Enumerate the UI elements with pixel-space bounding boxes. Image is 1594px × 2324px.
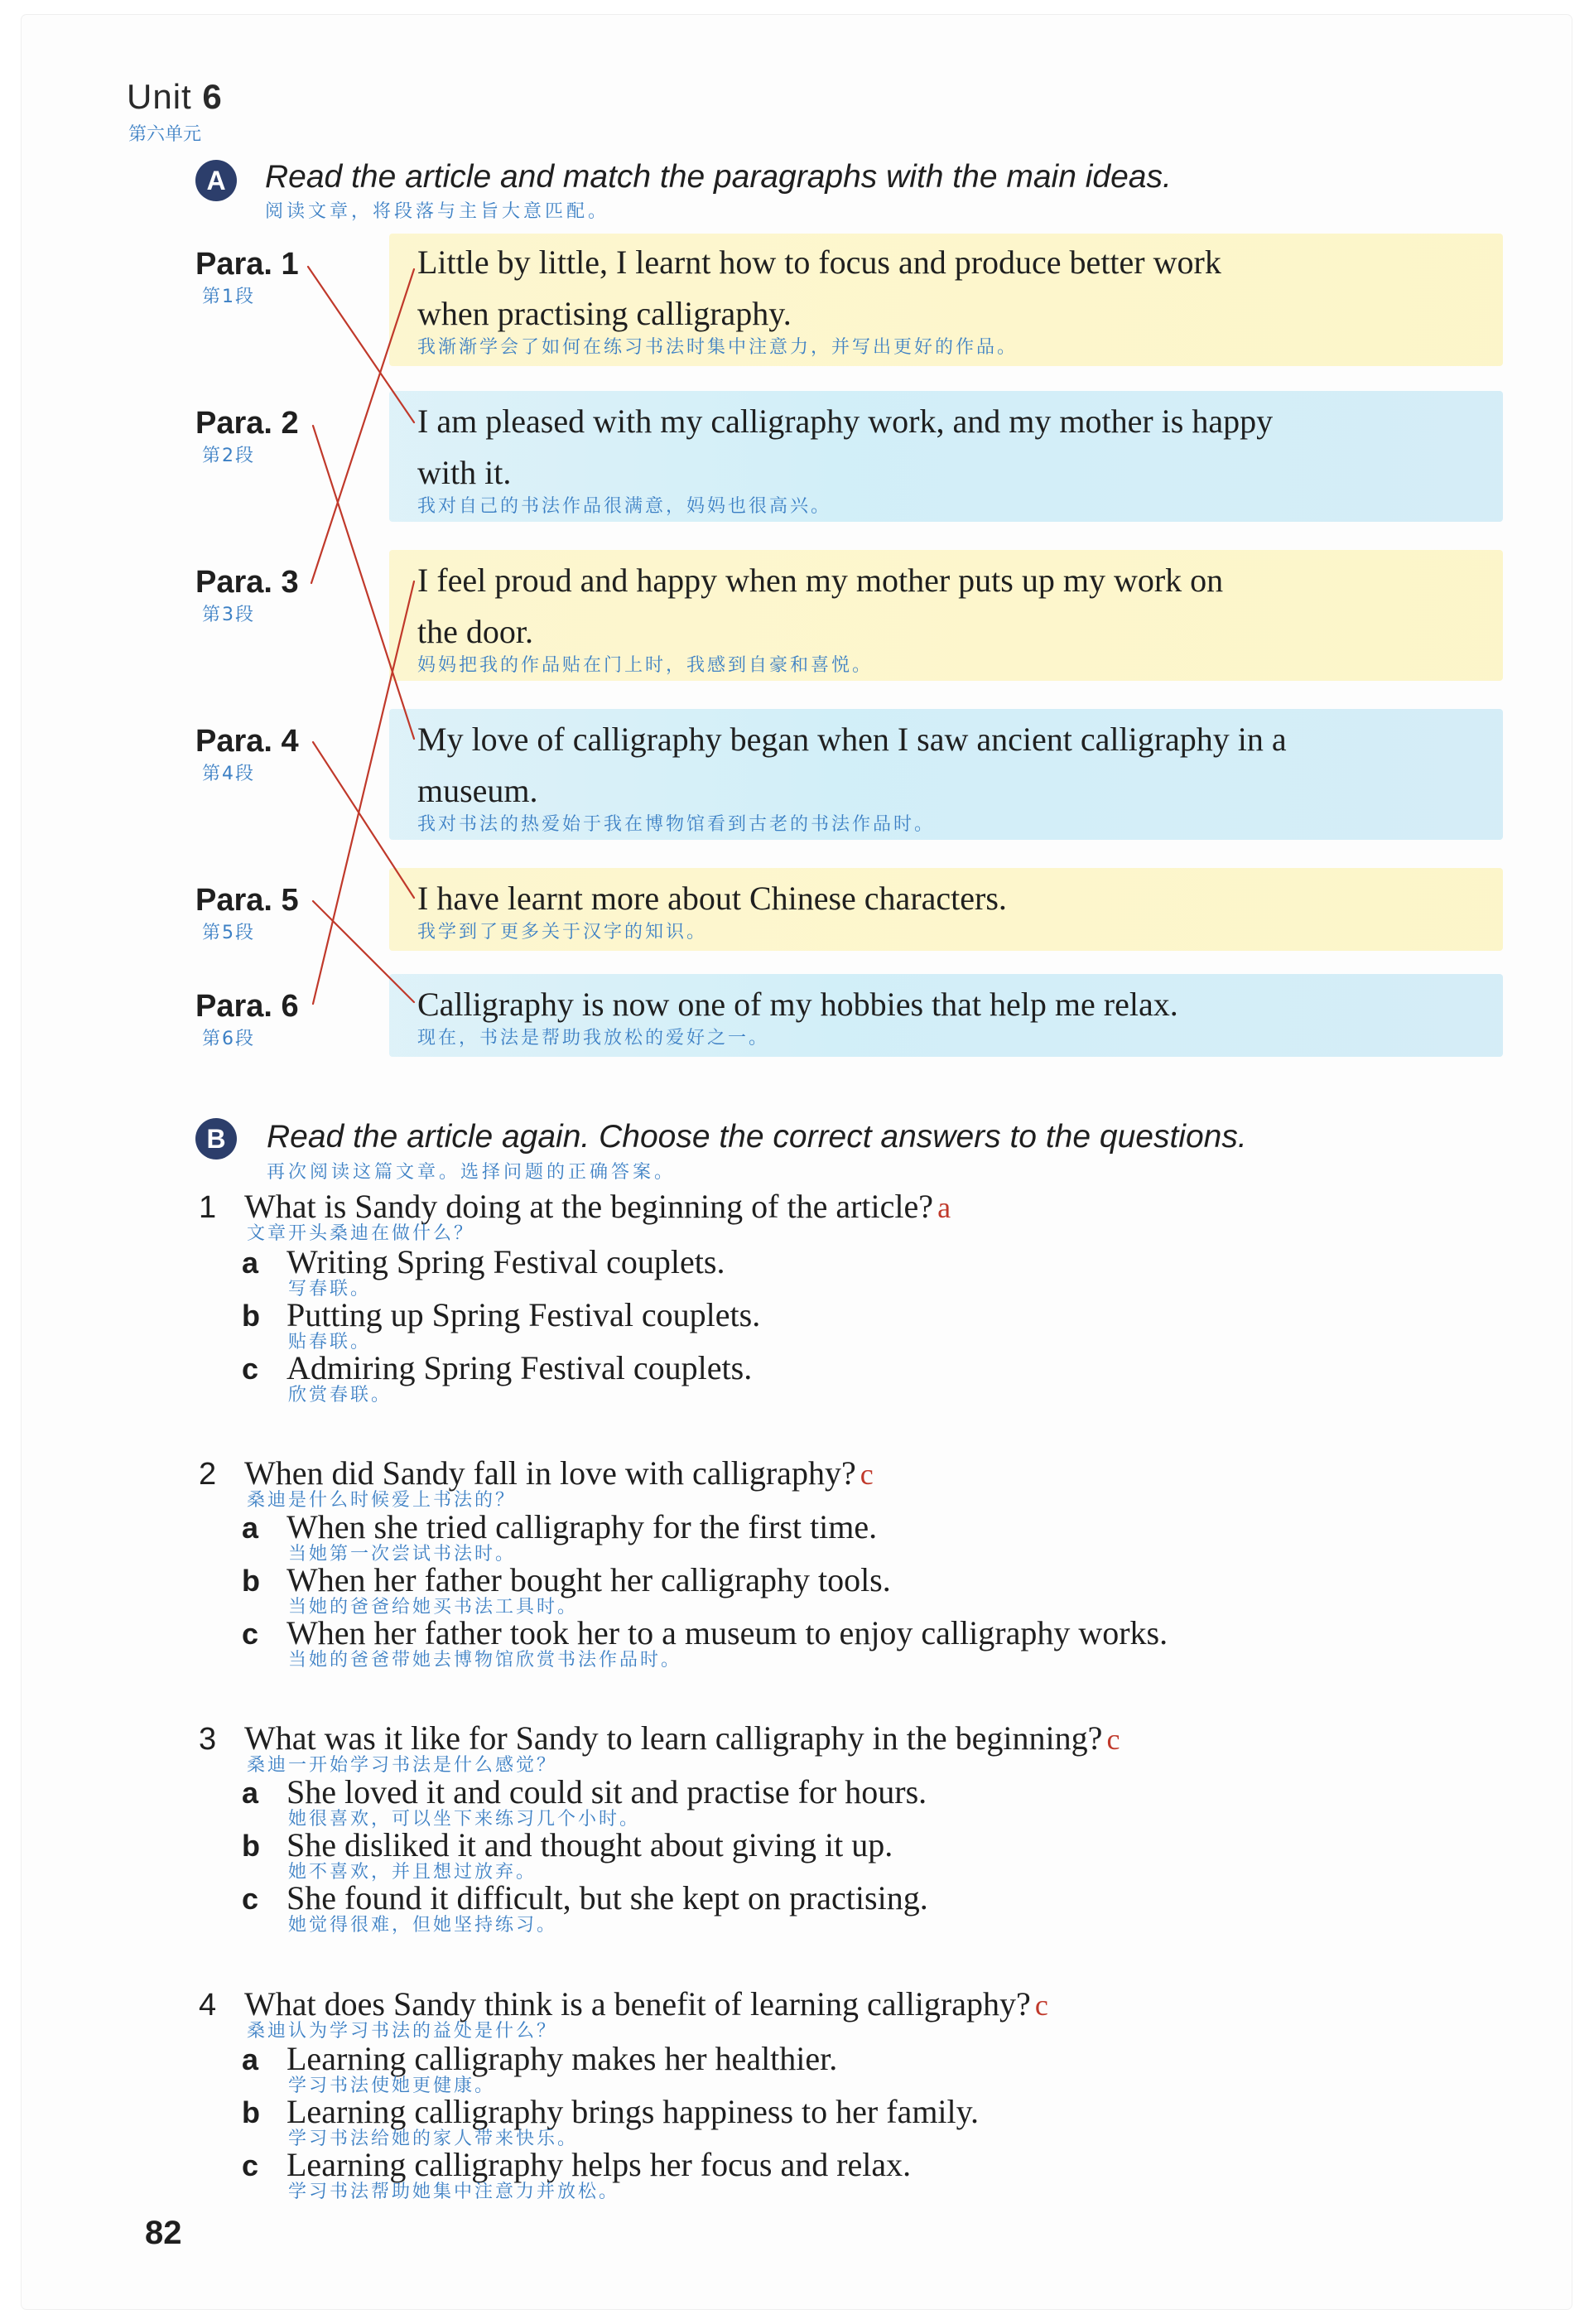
option-3c <box>242 1878 928 1936</box>
option-cn: 她觉得很难，但她坚持练习。 <box>288 1915 558 1936</box>
option-text: When she tried calligraphy for the first time. <box>287 1508 878 1545</box>
question-number: 4 <box>199 1988 217 2023</box>
option-letter: a <box>242 1511 259 1545</box>
option-3a <box>242 1772 927 1830</box>
para-label-cn: 第2段 <box>202 446 255 466</box>
question-number: 1 <box>199 1190 217 1225</box>
match-line-para-6-to-idea-3 <box>313 581 414 1004</box>
main-idea-cn: 妈妈把我的作品贴在门上时，我感到自豪和喜悦。 <box>417 655 874 676</box>
option-cn: 学习书法给她的家人带来快乐。 <box>288 2129 579 2149</box>
main-idea-cn: 我学到了更多关于汉字的知识。 <box>417 922 708 943</box>
question-cn: 桑迪是什么时候爱上书法的？ <box>247 1490 517 1511</box>
main-idea-cn: 我对书法的热爱始于我在博物馆看到古老的书法作品时。 <box>417 814 936 835</box>
option-2b <box>242 1560 891 1618</box>
option-letter: b <box>242 1299 260 1333</box>
option-cn: 学习书法帮助她集中注意力并放松。 <box>288 2182 620 2202</box>
option-4a <box>242 2039 837 2097</box>
main-idea-text-line-1: I have learnt more about Chinese characters. <box>417 880 1007 917</box>
para-label-cn: 第6段 <box>202 1029 255 1049</box>
unit-chinese-title: 第六单元 <box>128 124 202 145</box>
option-letter: b <box>242 2095 260 2129</box>
match-line-para-2-to-idea-4 <box>313 426 414 739</box>
question-text: When did Sandy fall in love with calligraphy? <box>244 1454 856 1492</box>
option-4c <box>242 2145 911 2203</box>
match-line-para-4-to-idea-5 <box>313 742 414 898</box>
option-letter: a <box>242 1246 259 1280</box>
option-cn: 欣赏春联。 <box>288 1385 392 1405</box>
option-1a <box>242 1242 725 1300</box>
para-label: Para. 1 <box>195 247 299 282</box>
section-a-instruction-cn: 阅读文章，将段落与主旨大意匹配。 <box>265 201 610 222</box>
para-label: Para. 6 <box>195 989 299 1024</box>
para-label-cn: 第1段 <box>202 287 255 307</box>
option-2a <box>242 1507 877 1565</box>
main-idea-text-line-1: My love of calligraphy began when I saw ancient calligraphy in a <box>417 721 1287 758</box>
main-idea-cn: 我渐渐学会了如何在练习书法时集中注意力，并写出更好的作品。 <box>417 337 1019 358</box>
option-text: When her father bought her calligraphy tools. <box>287 1561 891 1598</box>
para-label: Para. 4 <box>195 724 299 759</box>
para-label-cn: 第4段 <box>202 764 255 784</box>
main-idea-text-line-2: when practising calligraphy. <box>417 295 792 332</box>
option-text: Admiring Spring Festival couplets. <box>287 1349 753 1386</box>
main-idea-text-line-1: Calligraphy is now one of my hobbies that help me relax. <box>417 986 1178 1023</box>
question-text: What is Sandy doing at the beginning of the article? <box>244 1188 933 1225</box>
option-cn: 写春联。 <box>288 1279 372 1299</box>
question-2 <box>199 1454 874 1512</box>
option-letter: b <box>242 1829 260 1863</box>
option-text: Putting up Spring Festival couplets. <box>287 1296 761 1333</box>
option-cn: 贴春联。 <box>288 1332 372 1352</box>
question-cn: 桑迪认为学习书法的益处是什么？ <box>247 2021 558 2042</box>
option-letter: c <box>242 1882 259 1916</box>
main-idea-text-line-1: I am pleased with my calligraphy work, and my mother is happy <box>417 403 1274 440</box>
option-cn: 她不喜欢，并且想过放弃。 <box>288 1862 537 1883</box>
unit-number: 6 <box>202 77 223 116</box>
option-text: Learning calligraphy brings happiness to her family. <box>287 2093 980 2130</box>
option-1c <box>242 1348 752 1406</box>
unit-prefix: Unit <box>127 77 192 116</box>
match-line-para-3-to-idea-1 <box>311 269 414 583</box>
section-b-instruction: Read the article again. Choose the correct answers to the questions. <box>267 1119 1247 1155</box>
section-a-badge: A <box>195 160 237 201</box>
question-4 <box>199 1984 1048 2042</box>
option-text: Learning calligraphy helps her focus and relax. <box>287 2146 912 2183</box>
section-b-badge: B <box>195 1118 237 1160</box>
handwritten-answer: c <box>1106 1723 1120 1756</box>
para-label: Para. 5 <box>195 883 299 918</box>
option-2c <box>242 1613 1168 1671</box>
main-idea-cn: 现在，书法是帮助我放松的爱好之一。 <box>417 1028 770 1049</box>
main-idea-cn: 我对自己的书法作品很满意，妈妈也很高兴。 <box>417 496 832 517</box>
option-cn: 当她的爸爸带她去博物馆欣赏书法作品时。 <box>288 1650 682 1671</box>
option-text: Writing Spring Festival couplets. <box>287 1243 725 1280</box>
option-letter: b <box>242 1564 260 1598</box>
main-idea-text-line-1: Little by little, I learnt how to focus and produce better work <box>417 243 1221 281</box>
main-idea-text-line-2: with it. <box>417 454 512 491</box>
para-label-cn: 第3段 <box>202 605 255 625</box>
question-text: What does Sandy think is a benefit of learning calligraphy? <box>244 1985 1031 2023</box>
question-number: 3 <box>199 1722 217 1757</box>
option-text: Learning calligraphy makes her healthier. <box>287 2040 838 2077</box>
para-label-cn: 第5段 <box>202 923 255 943</box>
question-text: What was it like for Sandy to learn calligraphy in the beginning? <box>244 1719 1103 1757</box>
handwritten-answer: c <box>860 1458 874 1491</box>
question-number: 2 <box>199 1457 217 1492</box>
para-label: Para. 3 <box>195 565 299 600</box>
page-number: 82 <box>145 2215 182 2251</box>
handwritten-answer: c <box>1034 1989 1048 2022</box>
question-cn: 桑迪一开始学习书法是什么感觉？ <box>247 1755 558 1776</box>
question-3 <box>199 1719 1120 1777</box>
option-text: She found it difficult, but she kept on practising. <box>287 1879 928 1917</box>
option-letter: a <box>242 2042 259 2076</box>
option-cn: 她很喜欢，可以坐下来练习几个小时。 <box>288 1809 641 1830</box>
match-line-para-5-to-idea-6 <box>313 901 414 1002</box>
option-text: She disliked it and thought about giving it up. <box>287 1826 893 1864</box>
handwritten-answer: a <box>937 1191 951 1224</box>
main-idea-text-line-1: I feel proud and happy when my mother puts up my work on <box>417 562 1224 599</box>
option-cn: 当她的爸爸给她买书法工具时。 <box>288 1597 579 1618</box>
option-letter: c <box>242 2148 259 2182</box>
main-idea-text-line-2: museum. <box>417 772 538 809</box>
section-a-instruction: Read the article and match the paragraphs with the main ideas. <box>265 159 1172 195</box>
main-idea-text-line-2: the door. <box>417 613 533 650</box>
option-1b <box>242 1295 760 1353</box>
option-text: When her father took her to a museum to enjoy calligraphy works. <box>287 1614 1168 1651</box>
option-letter: a <box>242 1776 259 1810</box>
question-1 <box>199 1187 951 1245</box>
option-cn: 学习书法使她更健康。 <box>288 2076 496 2096</box>
section-b-instruction-cn: 再次阅读这篇文章。选择问题的正确答案。 <box>267 1162 677 1183</box>
para-label: Para. 2 <box>195 406 299 441</box>
match-line-para-1-to-idea-2 <box>308 267 414 422</box>
option-cn: 当她第一次尝试书法时。 <box>288 1544 517 1565</box>
question-cn: 文章开头桑迪在做什么？ <box>247 1223 475 1244</box>
option-4b <box>242 2092 979 2150</box>
option-3b <box>242 1825 893 1883</box>
option-letter: c <box>242 1617 259 1651</box>
option-text: She loved it and could sit and practise for hours. <box>287 1773 927 1811</box>
option-letter: c <box>242 1352 259 1386</box>
